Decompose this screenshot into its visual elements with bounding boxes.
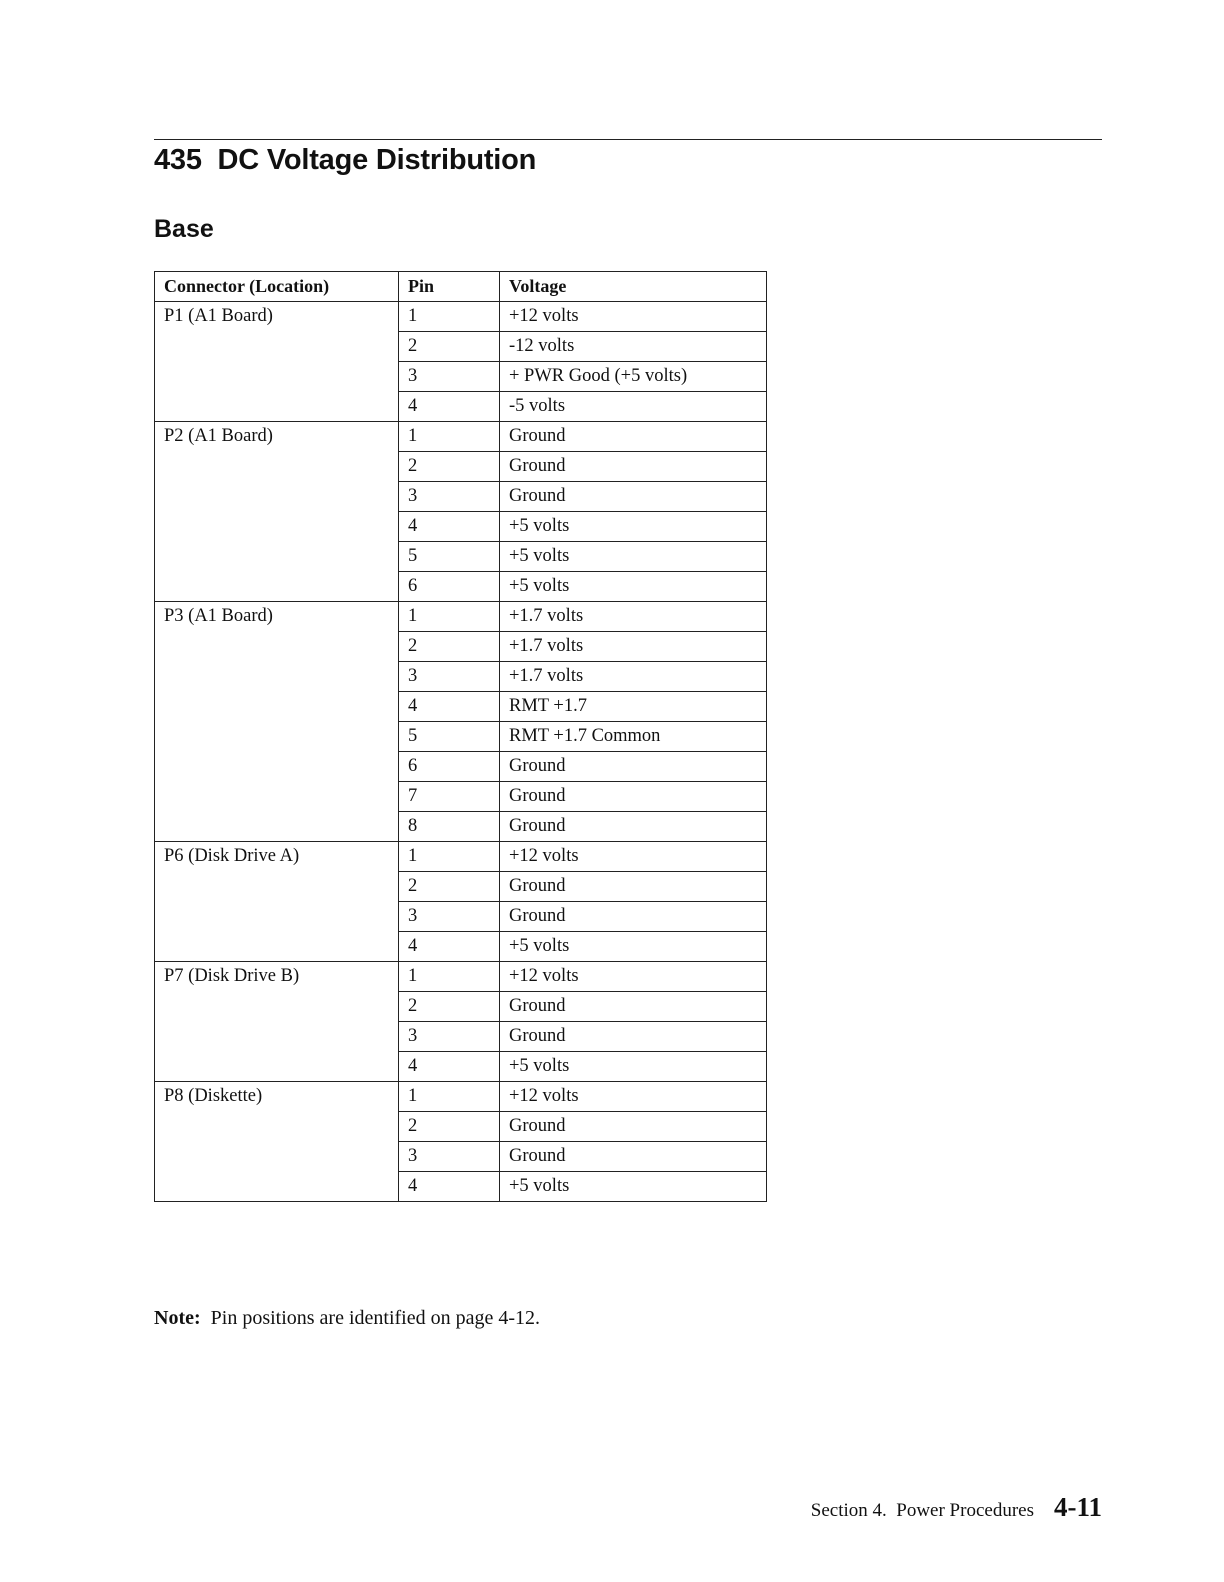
voltage-cell: Ground — [500, 452, 767, 482]
table-row — [155, 962, 767, 992]
pin-cell: 2 — [399, 632, 500, 662]
note-text: Pin positions are identified on page 4-12. — [210, 1307, 541, 1329]
pin-cell: 1 — [399, 842, 500, 872]
section-heading: Base — [154, 215, 214, 243]
table-row — [155, 302, 767, 332]
pin-cell: 3 — [399, 902, 500, 932]
column-header-connector: Connector (Location) — [155, 272, 399, 302]
pin-cell: 4 — [399, 392, 500, 422]
pin-cell: 4 — [399, 692, 500, 722]
voltage-cell: +1.7 volts — [500, 602, 767, 632]
voltage-cell: Ground — [500, 812, 767, 842]
pin-cell: 6 — [399, 752, 500, 782]
column-header-pin: Pin — [399, 272, 500, 302]
voltage-cell: +12 volts — [500, 302, 767, 332]
voltage-cell: Ground — [500, 992, 767, 1022]
voltage-cell: +5 volts — [500, 1172, 767, 1202]
pin-cell: 3 — [399, 362, 500, 392]
pin-cell: 4 — [399, 932, 500, 962]
pin-cell: 5 — [399, 722, 500, 752]
voltage-cell: +12 volts — [500, 1082, 767, 1112]
connector-cell: P1 (A1 Board) — [155, 302, 399, 422]
pin-cell: 8 — [399, 812, 500, 842]
pin-cell: 5 — [399, 542, 500, 572]
pin-cell: 3 — [399, 1142, 500, 1172]
pin-cell: 3 — [399, 482, 500, 512]
page-number: 4-11 — [1053, 1492, 1102, 1522]
voltage-cell: Ground — [500, 872, 767, 902]
pin-cell: 6 — [399, 572, 500, 602]
connector-cell: P6 (Disk Drive A) — [155, 842, 399, 962]
pin-cell: 1 — [399, 422, 500, 452]
voltage-cell: + PWR Good (+5 volts) — [500, 362, 767, 392]
voltage-distribution-table — [154, 271, 767, 1202]
voltage-cell: +5 volts — [500, 572, 767, 602]
pin-cell: 2 — [399, 992, 500, 1022]
column-header-voltage: Voltage — [500, 272, 767, 302]
pin-cell: 4 — [399, 1172, 500, 1202]
voltage-cell: +1.7 volts — [500, 632, 767, 662]
pin-cell: 3 — [399, 1022, 500, 1052]
table-row — [155, 1082, 767, 1112]
pin-cell: 2 — [399, 872, 500, 902]
voltage-cell: Ground — [500, 482, 767, 512]
voltage-cell: -5 volts — [500, 392, 767, 422]
voltage-cell: Ground — [500, 752, 767, 782]
voltage-cell: RMT +1.7 — [500, 692, 767, 722]
voltage-cell: Ground — [500, 782, 767, 812]
voltage-cell: +5 volts — [500, 512, 767, 542]
pin-cell: 3 — [399, 662, 500, 692]
voltage-cell: Ground — [500, 1022, 767, 1052]
voltage-cell: -12 volts — [500, 332, 767, 362]
voltage-cell: Ground — [500, 1142, 767, 1172]
table-row — [155, 602, 767, 632]
connector-cell: P2 (A1 Board) — [155, 422, 399, 602]
pin-cell: 4 — [399, 1052, 500, 1082]
table-header-row — [155, 272, 767, 302]
connector-cell: P8 (Diskette) — [155, 1082, 399, 1202]
pin-cell: 1 — [399, 1082, 500, 1112]
page-footer — [811, 1490, 1102, 1528]
connector-cell: P7 (Disk Drive B) — [155, 962, 399, 1082]
voltage-cell: +12 volts — [500, 842, 767, 872]
voltage-cell: +5 volts — [500, 932, 767, 962]
page-title: 435 DC Voltage Distribution — [154, 144, 537, 176]
note — [154, 1305, 540, 1331]
voltage-cell: +12 volts — [500, 962, 767, 992]
pin-cell: 1 — [399, 602, 500, 632]
pin-cell: 2 — [399, 332, 500, 362]
pin-cell: 4 — [399, 512, 500, 542]
table-row — [155, 422, 767, 452]
pin-cell: 2 — [399, 1112, 500, 1142]
table-body — [155, 302, 767, 1202]
pin-cell: 1 — [399, 962, 500, 992]
note-label: Note: — [154, 1307, 201, 1329]
voltage-cell: +5 volts — [500, 1052, 767, 1082]
pin-cell: 7 — [399, 782, 500, 812]
pin-cell: 1 — [399, 302, 500, 332]
voltage-cell: +1.7 volts — [500, 662, 767, 692]
voltage-cell: +5 volts — [500, 542, 767, 572]
title-rule — [154, 139, 1102, 140]
footer-section-title: Section 4. Power Procedures — [810, 1500, 1034, 1521]
voltage-cell: Ground — [500, 902, 767, 932]
voltage-cell: RMT +1.7 Common — [500, 722, 767, 752]
voltage-cell: Ground — [500, 1112, 767, 1142]
pin-cell: 2 — [399, 452, 500, 482]
connector-cell: P3 (A1 Board) — [155, 602, 399, 842]
voltage-cell: Ground — [500, 422, 767, 452]
table-row — [155, 842, 767, 872]
